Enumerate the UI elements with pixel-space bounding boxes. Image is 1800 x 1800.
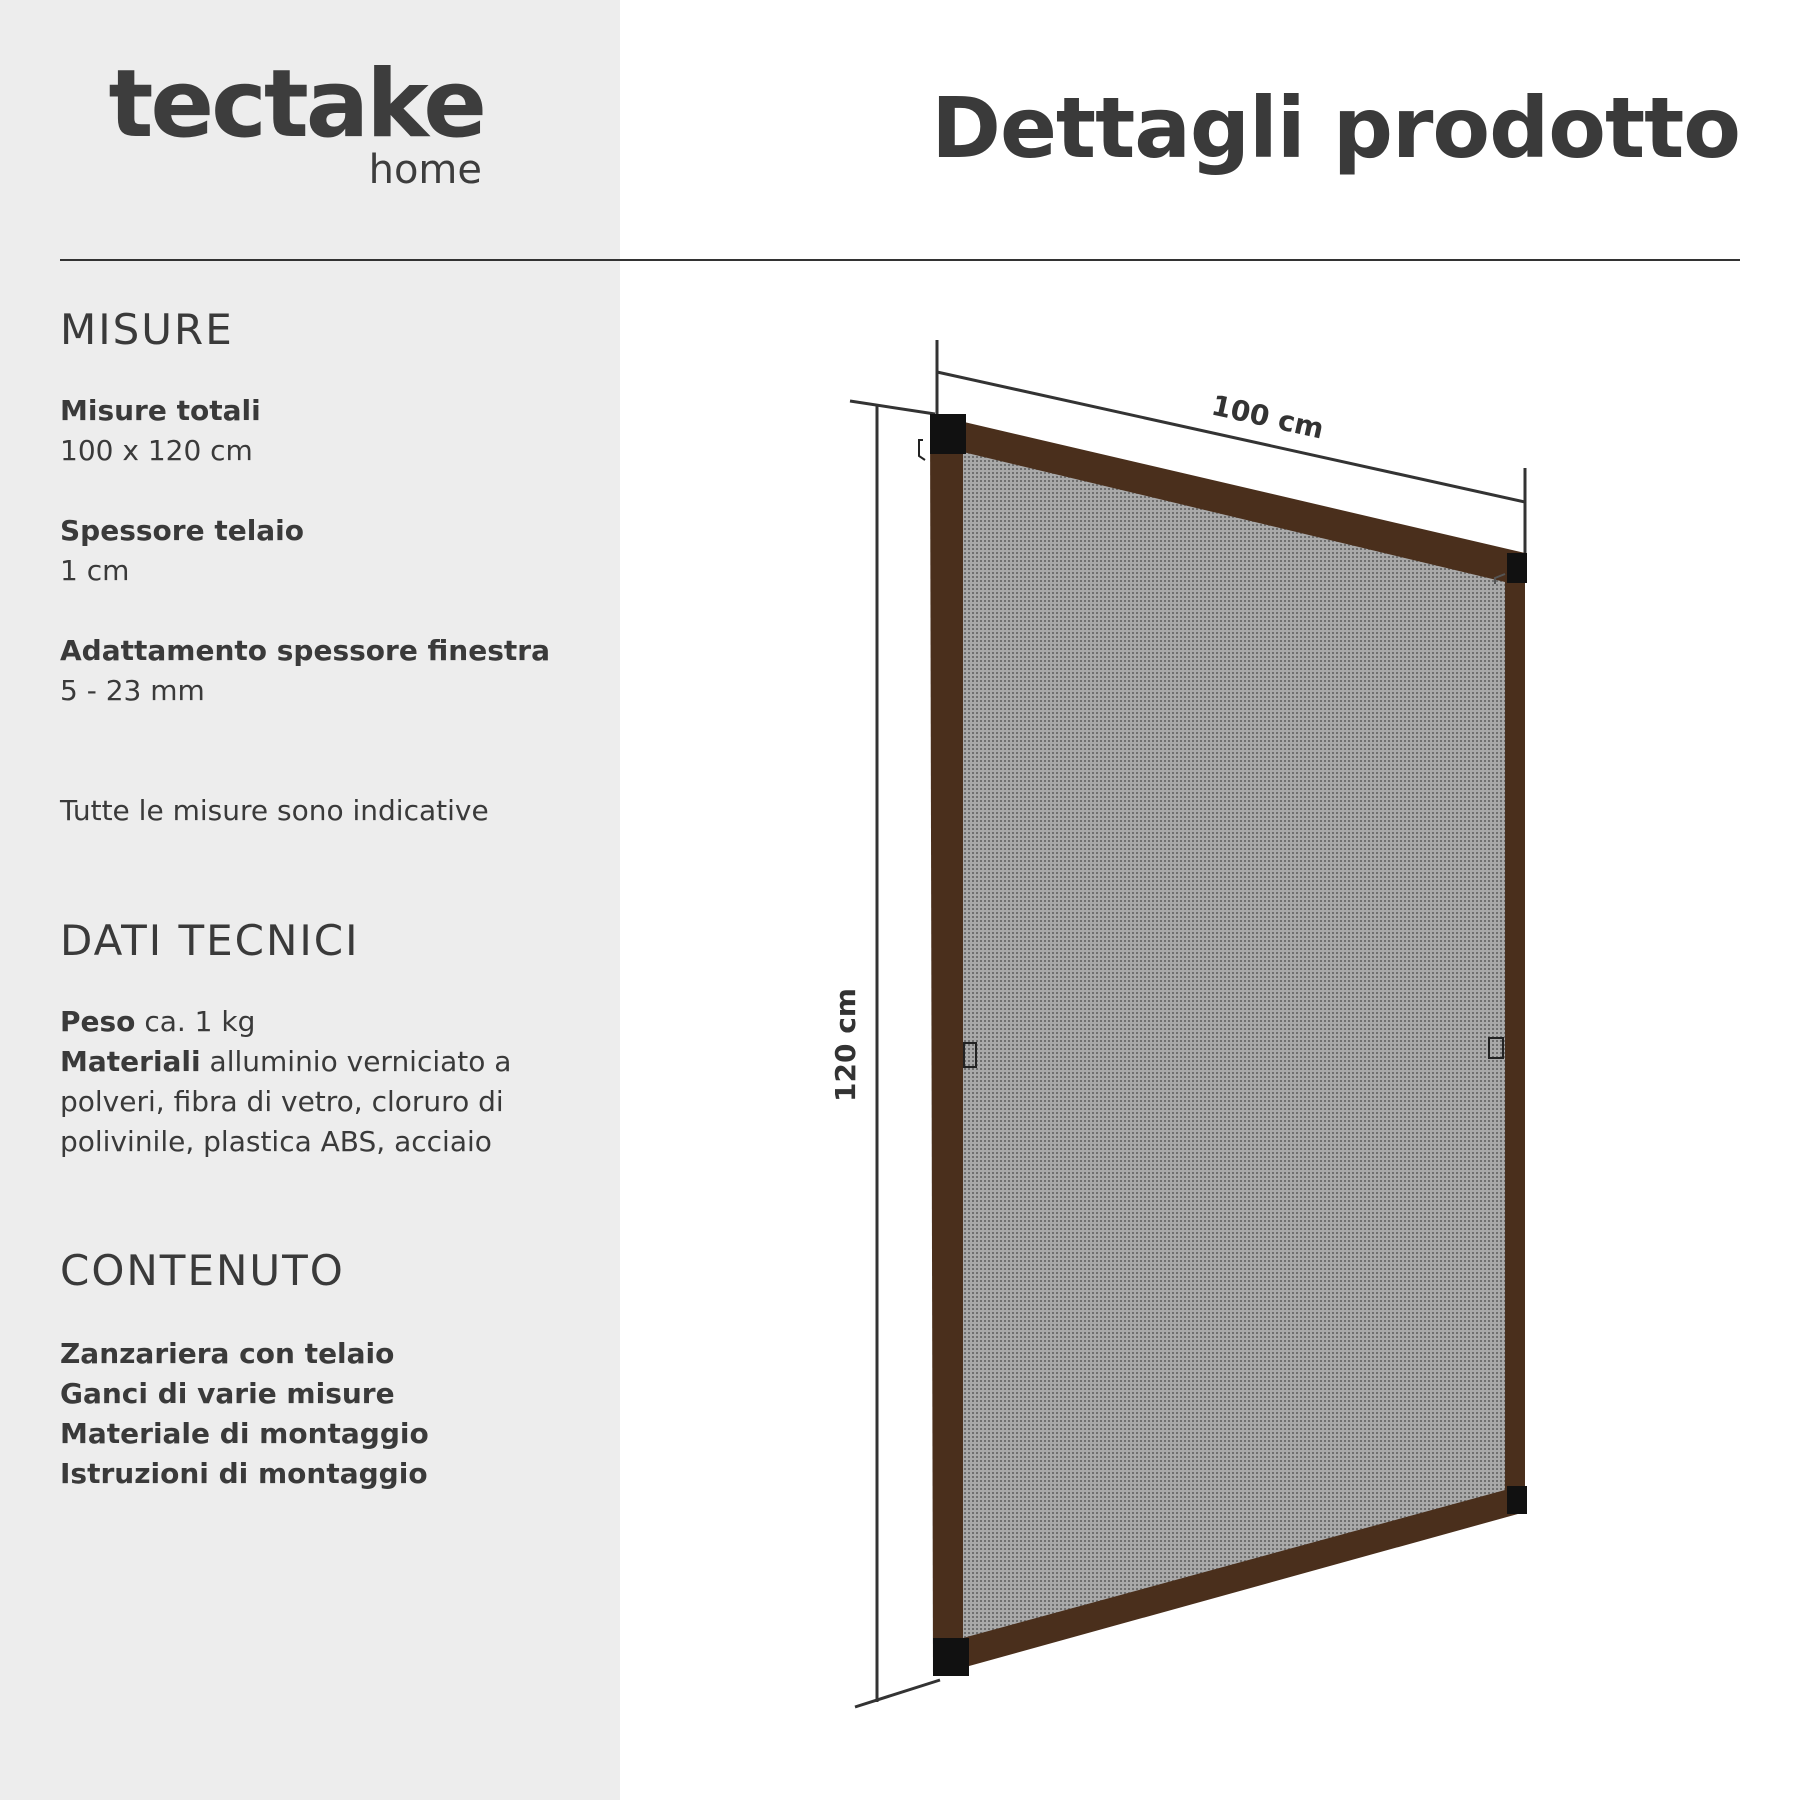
- list-item: Zanzariera con telaio: [60, 1337, 395, 1370]
- spec-materiali-value: alluminio verniciato a polveri, fibra di vetro, cloruro di polivinile, plastica ABS, acciaio: [60, 1045, 512, 1158]
- list-item: Ganci di varie misure: [60, 1377, 395, 1410]
- corner-top-left: [930, 414, 966, 454]
- spec-materiali-label: Materiali: [60, 1045, 201, 1078]
- spec-peso-value: ca. 1 kg: [144, 1005, 256, 1038]
- hook-icon: [919, 440, 925, 460]
- width-label: 100 cm: [1208, 388, 1327, 446]
- section-title-contenuto: CONTENUTO: [60, 1246, 345, 1295]
- height-dimension: [829, 401, 940, 1707]
- field-value-misure-totali: 100 x 120 cm: [60, 434, 253, 467]
- field-label-misure-totali: Misure totali: [60, 394, 261, 427]
- field-label-spessore-telaio: Spessore telaio: [60, 514, 305, 547]
- spec-peso-label: Peso: [60, 1005, 136, 1038]
- height-label: 120 cm: [829, 988, 862, 1102]
- field-label-adattamento: Adattamento spessore finestra: [60, 634, 550, 667]
- page-title: Dettagli prodotto: [931, 79, 1740, 177]
- mosquito-net-frame: [919, 414, 1527, 1676]
- list-item: Materiale di montaggio: [60, 1417, 429, 1450]
- corner-bottom-left: [933, 1638, 969, 1676]
- field-value-spessore-telaio: 1 cm: [60, 554, 130, 587]
- brand-name: tectake: [108, 50, 484, 159]
- section-title-misure: MISURE: [60, 305, 234, 354]
- mesh-panel: [963, 452, 1505, 1638]
- list-item: Istruzioni di montaggio: [60, 1457, 428, 1490]
- corner-top-right: [1507, 553, 1527, 583]
- corner-bottom-right: [1507, 1486, 1527, 1514]
- field-value-adattamento: 5 - 23 mm: [60, 674, 205, 707]
- section-title-dati-tecnici: DATI TECNICI: [60, 916, 360, 965]
- measures-note: Tutte le misure sono indicative: [60, 794, 489, 827]
- brand-sub: home: [368, 147, 482, 193]
